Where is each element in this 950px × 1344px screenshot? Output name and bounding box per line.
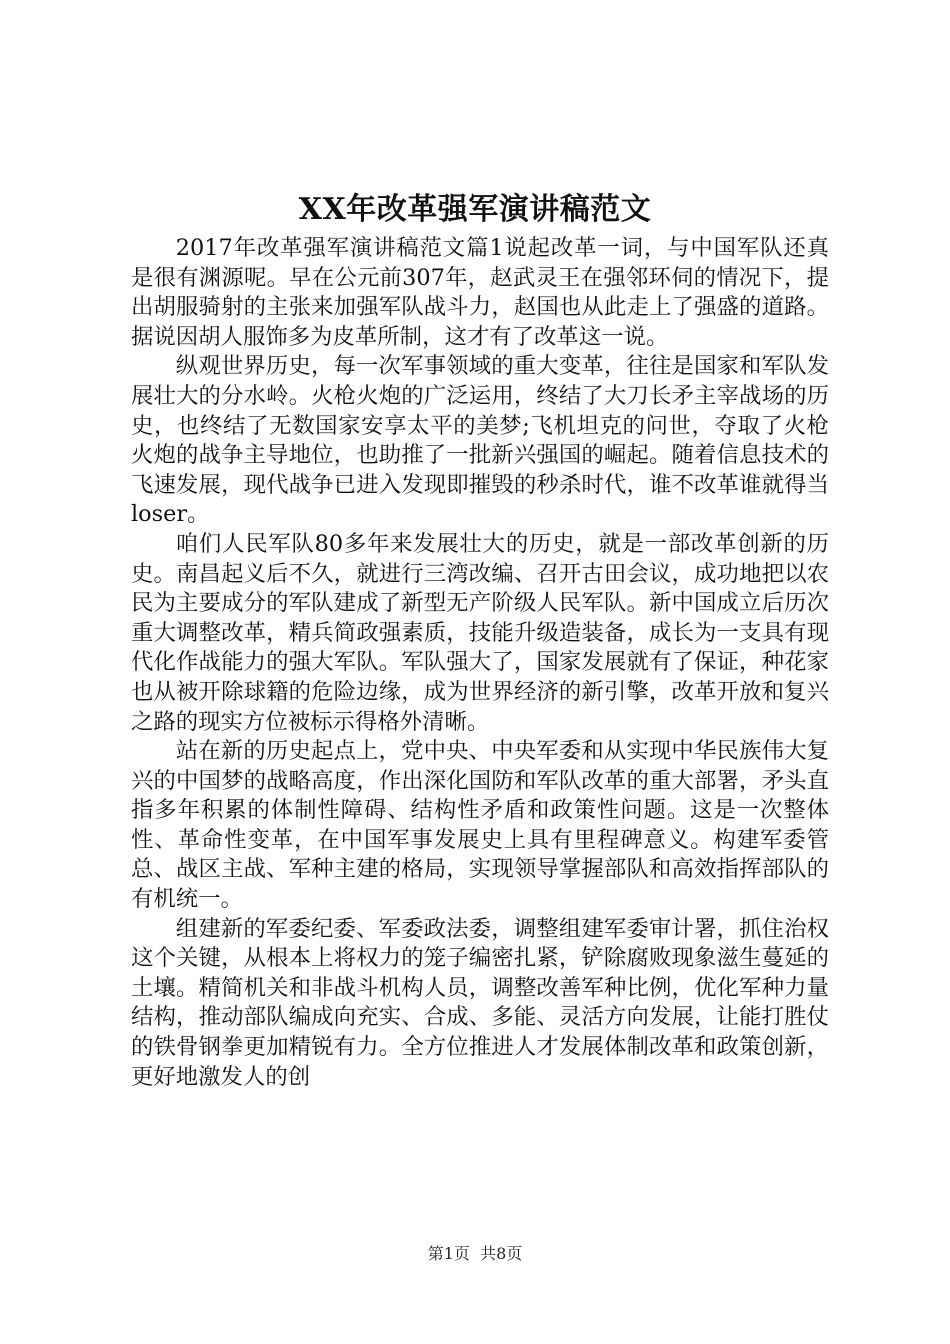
page-footer — [0, 1242, 950, 1266]
paragraph-5: 组建新的军委纪委、军委政法委，调整组建军委审计署，抓住治权这个关键，从根本上将权力的笼子编密扎紧，铲除腐败现象滋生蔓延的土壤。精简机关和非战斗机构人员，调整改善军种比例，优化军种力量结构，推动部队编成向充实、合成、多能、灵活方向发展，让能打胜仗的铁骨钢拳更加精锐有力。全方位推进人才发展体制改革和政策创新，更好地激发人的创 — [131, 915, 829, 1090]
page-total: 共8页 — [480, 1244, 523, 1263]
document-body — [131, 234, 829, 1092]
page-number: 第1页 — [427, 1244, 470, 1263]
document-title: XX年改革强军演讲稿范文 — [298, 192, 652, 227]
paragraph-2: 纵观世界历史，每一次军事领域的重大变革，往往是国家和军队发展壮大的分水岭。火枪火炮的广泛运用，终结了大刀长矛主宰战场的历史，也终结了无数国家安享太平的美梦;飞机坦克的问世，夺取了火枪火炮的战争主导地位，也助推了一批新兴强国的崛起。随着信息技术的飞速发展，现代战争已进入发现即摧毁的秒杀时代，谁不改革谁就得当loser。 — [131, 353, 829, 528]
paragraph-1: 2017年改革强军演讲稿范文篇1说起改革一词，与中国军队还真是很有渊源呢。早在公元前307年，赵武灵王在强邻环伺的情况下，提出胡服骑射的主张来加强军队战斗力，赵国也从此走上了强盛的道路。据说因胡人服饰多为皮革所制，这才有了改革这一说。 — [131, 235, 829, 350]
paragraph-4: 站在新的历史起点上，党中央、中央军委和从实现中华民族伟大复兴的中国梦的战略高度，作出深化国防和军队改革的重大部署，矛头直指多年积累的体制性障碍、结构性矛盾和政策性问题。这是一次整体性、革命性变革，在中国军事发展史上具有里程碑意义。构建军委管总、战区主战、军种主建的格局，实现领导掌握部队和高效指挥部队的有机统一。 — [131, 738, 829, 913]
paragraph-3: 咱们人民军队80多年来发展壮大的历史，就是一部改革创新的历史。南昌起义后不久，就进行三湾改编、召开古田会议，成功地把以农民为主要成分的军队建成了新型无产阶级人民军队。新中国成立后历次重大调整改革，精兵简政强素质，技能升级造装备，成长为一支具有现代化作战能力的强大军队。军队强大了，国家发展就有了保证，种花家也从被开除球籍的危险边缘，成为世界经济的新引擎，改革开放和复兴之路的现实方位被标示得格外清晰。 — [131, 530, 829, 735]
footer-separator — [470, 1244, 480, 1263]
